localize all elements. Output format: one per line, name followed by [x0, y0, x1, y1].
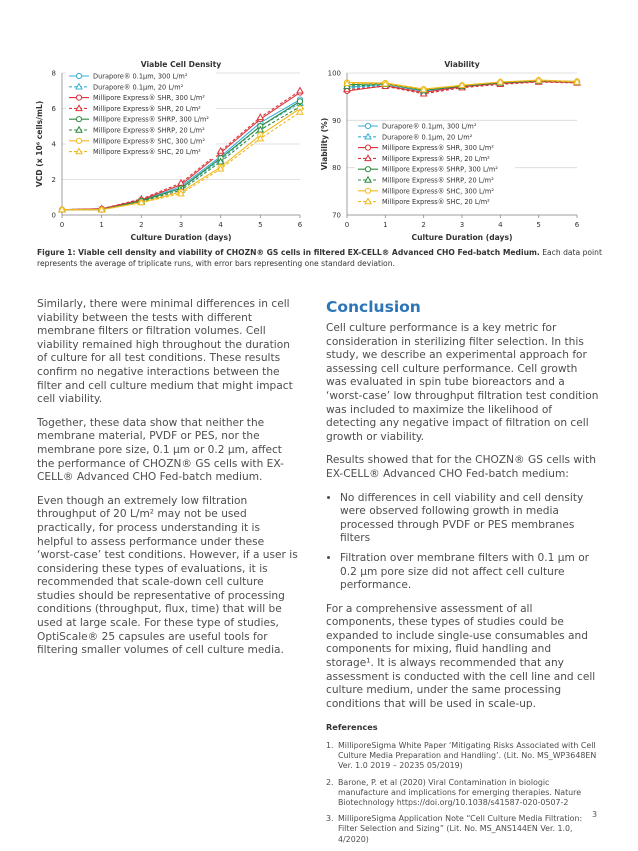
reference-text: Barone, P. et al (2020) Viral Contamination in biologic manufacture and implications for emerging therapies. Nature Biotechnology https://doi.org/10.1038/s41587-020-0507-2 — [338, 777, 582, 808]
x-tick-label: 6 — [297, 221, 303, 229]
x-tick-label: 1 — [383, 221, 388, 229]
data-point — [76, 138, 81, 143]
left-paragraph-3: Even though an extremely low filtration throughput of 20 L/m² may not be used practically, for process understanding it is helpful to assess performance under these ‘worst-case’ test conditions. However, if a user is considering these types of evaluations, it is recommended that scale-down cell culture studies should be representative of processing conditions (throughput, flux, time) that will be used at large scale. For these type of studies, OptiScale® 25 capsules are useful tools for filtering smaller volumes of cell culture media. — [37, 494, 298, 657]
references-list — [326, 741, 601, 845]
legend-label: Millipore Express® SHC, 20 L/m² — [93, 148, 201, 157]
reference-item — [326, 741, 601, 772]
reference-text: MilliporeSigma White Paper ‘Mitigating Risks Associated with Cell Culture Media Preparation and Handling’. (Lit. No. MS_WP3648EN Ver. 1.0 2019 – 20235 05/2019) — [338, 741, 597, 771]
viability-chart — [320, 60, 580, 242]
x-tick-label: 5 — [258, 221, 263, 229]
caption-rest: Each data point represents the average of triplicate runs, with error bars representing one standard deviation. — [37, 248, 602, 268]
right-column — [326, 298, 601, 851]
y-tick-label: 4 — [51, 140, 56, 149]
data-point — [365, 123, 370, 128]
y-tick-label: 70 — [332, 211, 341, 220]
legend-label: Durapore® 0.1μm, 300 L/m² — [382, 122, 477, 131]
x-tick-label: 2 — [139, 221, 144, 229]
x-tick-label: 4 — [218, 221, 223, 229]
chart-title: Viable Cell Density — [140, 60, 222, 69]
reference-number: 1. — [326, 741, 334, 751]
data-point — [76, 95, 81, 100]
x-axis-label: Culture Duration (days) — [411, 233, 513, 242]
legend-label: Durapore® 0.1μm, 300 L/m² — [93, 72, 188, 81]
x-tick-label: 0 — [59, 221, 65, 229]
legend-label: Millipore Express® SHR, 300 L/m² — [93, 94, 205, 103]
legend-label: Millipore Express® SHRP, 300 L/m² — [93, 115, 209, 124]
references-title: References — [326, 722, 378, 733]
y-tick-label: 6 — [51, 105, 56, 113]
left-column — [37, 298, 299, 668]
legend-label: Millipore Express® SHRP, 300 L/m² — [382, 165, 498, 174]
reference-item — [326, 778, 601, 809]
data-point — [76, 73, 81, 78]
legend-label: Durapore® 0.1μm, 20 L/m² — [382, 133, 473, 142]
y-tick-label: 2 — [51, 176, 56, 184]
legend-label: Millipore Express® SHR, 300 L/m² — [382, 144, 494, 153]
data-point — [76, 117, 81, 122]
x-axis-label: Culture Duration (days) — [130, 233, 232, 242]
legend-label: Millipore Express® SHRP, 20 L/m² — [93, 126, 205, 135]
x-tick-label: 0 — [344, 221, 350, 229]
legend-label: Millipore Express® SHR, 20 L/m² — [93, 104, 201, 113]
x-tick-label: 3 — [459, 221, 465, 229]
y-tick-label: 80 — [332, 164, 341, 173]
vcd-chart — [35, 60, 303, 242]
x-tick-label: 6 — [574, 221, 580, 229]
figure-caption — [37, 248, 602, 269]
right-paragraph-2: Results showed that for the CHOZN® GS cells with EX-CELL® Advanced CHO Fed-batch medium: — [326, 454, 596, 480]
reference-number: 3. — [326, 814, 334, 824]
x-tick-label: 1 — [99, 221, 104, 229]
reference-text: MilliporeSigma Application Note “Cell Culture Media Filtration: Filter Selection and Sizing” (Lit. No. MS_ANS144EN Ver. 1.0, 4/2020) — [338, 814, 583, 844]
right-paragraph-3: For a comprehensive assessment of all components, these types of studies could be expanded to include single-use consumables and components for mixing, fluid handling and storage¹. It is always recommended that any assessment is conducted with the cell line and cell culture medium, under the same processing conditions that will be used in scale-up. — [326, 602, 596, 710]
caption-bold: Figure 1: Viable cell density and viability of CHOZN® GS cells in filtered EX-CELL® Advanced CHO Fed-batch Medium. — [37, 248, 540, 257]
legend-label: Millipore Express® SHC, 300 L/m² — [382, 187, 494, 196]
chart-title: Viability — [444, 60, 480, 69]
bullet-item: • Filtration over membrane filters with 0.1 μm or 0.2 μm pore size did not affect cell culture performance. — [340, 552, 601, 593]
legend-label: Millipore Express® SHC, 20 L/m² — [382, 198, 490, 207]
conclusion-heading: Conclusion — [326, 298, 421, 316]
data-point — [365, 188, 370, 193]
data-point — [365, 167, 370, 172]
y-tick-label: 8 — [51, 69, 56, 78]
left-paragraph-2: Together, these data show that neither the membrane material, PVDF or PES, nor the membrane pore size, 0.1 μm or 0.2 μm, affect the performance of CHOZN® GS cells with EX-CELL® Advanced CHO Fed-batch medium. — [37, 416, 284, 484]
legend-label: Millipore Express® SHC, 300 L/m² — [93, 137, 205, 146]
reference-item — [326, 814, 601, 845]
y-axis-label: VCD (x 10⁶ cells/mL) — [35, 100, 44, 188]
bullet-item: • No differences in cell viability and cell density were observed following growth in media processed through PVDF or PES membranes filters — [340, 492, 601, 546]
y-tick-label: 100 — [327, 69, 341, 78]
x-tick-label: 4 — [498, 221, 503, 229]
x-tick-label: 3 — [178, 221, 184, 229]
conclusion-bullets — [326, 492, 601, 593]
legend — [355, 121, 515, 211]
right-paragraph-1: Cell culture performance is a key metric for consideration in sterilizing filter selection. In this study, we describe an experimental approach for assessing cell culture performance. Cell growth was evaluated in spin tube bioreactors and a ‘worst-case’ low throughput filtration test condition was included to maximize the likelihood of detecting any negative impact of filtration on cell growth or viability. — [326, 322, 599, 443]
y-tick-label: 90 — [332, 116, 341, 125]
figure-charts — [0, 0, 638, 250]
reference-number: 2. — [326, 777, 334, 787]
x-tick-label: 5 — [536, 221, 541, 229]
y-axis-label: Viability (%) — [320, 117, 329, 171]
left-paragraph-1: Similarly, there were minimal differences in cell viability between the tests with different membrane filters or filtration volumes. Cell viability remained high throughout the duration of culture for all test conditions. These results confirm no negative interactions between the filter and cell culture medium that might impact cell viability. — [37, 298, 293, 406]
y-tick-label: 0 — [51, 211, 56, 220]
legend — [66, 71, 216, 159]
x-tick-label: 2 — [421, 221, 426, 229]
legend-label: Millipore Express® SHRP, 20 L/m² — [382, 176, 494, 185]
legend-label: Millipore Express® SHR, 20 L/m² — [382, 154, 490, 163]
data-point — [365, 145, 370, 150]
legend-label: Durapore® 0.1μm, 20 L/m² — [93, 83, 184, 92]
page-number: 3 — [592, 810, 598, 819]
